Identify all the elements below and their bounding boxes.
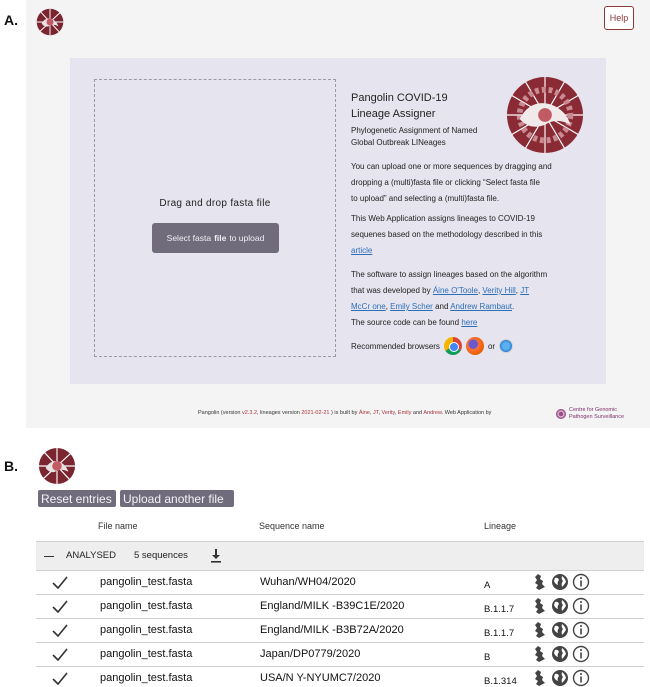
row-sequence-name: England/MILK -B3B72A/2020 bbox=[260, 624, 404, 636]
firefox-icon bbox=[466, 337, 484, 355]
app-title-line2: Lineage Assigner bbox=[351, 108, 436, 120]
row-actions bbox=[530, 669, 590, 687]
author-link-verity[interactable]: Verity Hill bbox=[482, 286, 516, 295]
uk-map-icon[interactable] bbox=[530, 669, 548, 687]
info-icon[interactable] bbox=[572, 621, 590, 639]
app-subtitle-line1: Phylogenetic Assignment of Named bbox=[351, 126, 478, 135]
table-row[interactable] bbox=[36, 595, 644, 619]
instructions-line: to upload” and selecting a (multi)fasta file. bbox=[351, 194, 500, 203]
credits-line: The software to assign lineages based on the algorithm bbox=[351, 270, 548, 279]
row-lineage: B.1.1.7 bbox=[484, 628, 515, 639]
credits-prefix: that was developed by bbox=[351, 286, 431, 295]
source-code-link[interactable]: here bbox=[461, 318, 478, 327]
info-icon[interactable] bbox=[572, 573, 590, 591]
cgps-line2: Pathogen Surveillance bbox=[569, 414, 625, 420]
check-icon bbox=[52, 672, 68, 686]
row-sequence-name: Japan/DP0779/2020 bbox=[260, 648, 361, 660]
footer-and: and bbox=[412, 410, 423, 416]
cgps-line1: Centre for Genomic bbox=[569, 407, 617, 413]
credits-line-authors: that was developed by Áine O'Toole, Verity Hill, JT bbox=[351, 286, 530, 295]
check-icon bbox=[52, 576, 68, 590]
download-icon[interactable] bbox=[210, 549, 222, 563]
credits-line-authors2: McCr one, Emily Scher and Andrew Rambaut. bbox=[351, 302, 515, 311]
uk-map-icon[interactable] bbox=[530, 621, 548, 639]
info-icon[interactable] bbox=[572, 669, 590, 687]
uk-map-icon[interactable] bbox=[530, 573, 548, 591]
table-row[interactable] bbox=[36, 619, 644, 643]
safari-icon bbox=[499, 339, 513, 353]
column-header-file: File name bbox=[98, 521, 138, 531]
row-file-name: pangolin_test.fasta bbox=[100, 624, 193, 636]
row-lineage: A bbox=[484, 580, 491, 591]
pangolin-version: v2.3.2 bbox=[242, 410, 258, 416]
methodology-line: sequenes based on the methodology described in this bbox=[351, 230, 543, 239]
group-count: 5 sequences bbox=[134, 550, 188, 561]
credits-text bbox=[351, 267, 591, 331]
analysed-group-row[interactable] bbox=[36, 541, 644, 571]
footer-post: ) is built by bbox=[331, 410, 358, 416]
row-lineage: B bbox=[484, 652, 491, 663]
column-header-sequence: Sequence name bbox=[259, 521, 325, 531]
info-icon[interactable] bbox=[572, 645, 590, 663]
author-link-aine[interactable]: Áine O'Toole bbox=[432, 286, 478, 295]
info-icon[interactable] bbox=[572, 597, 590, 615]
fasta-drop-zone[interactable] bbox=[94, 79, 336, 357]
instructions-line: You can upload one or more sequences by dragging and bbox=[351, 162, 552, 171]
app-title-line1: Pangolin COVID-19 bbox=[351, 92, 448, 104]
row-actions bbox=[530, 573, 590, 591]
row-file-name: pangolin_test.fasta bbox=[100, 576, 193, 588]
row-sequence-name: USA/N Y-NYUMC7/2020 bbox=[260, 672, 381, 684]
author-link-jt[interactable]: JT bbox=[520, 286, 530, 295]
footer-tail: . Web Application by bbox=[441, 410, 492, 416]
row-actions bbox=[530, 597, 590, 615]
check-icon bbox=[52, 624, 68, 638]
globe-icon[interactable] bbox=[551, 645, 569, 663]
footer-name: Emily bbox=[397, 410, 412, 416]
instructions-line: dropping a (multi)fasta file or clicking “Select fasta file bbox=[351, 178, 540, 187]
footer-name: Áine bbox=[358, 410, 370, 416]
select-button-text-pre: Select fasta bbox=[166, 233, 212, 243]
methodology-text bbox=[351, 211, 591, 259]
row-file-name: pangolin_test.fasta bbox=[100, 672, 193, 684]
footer-name: JT bbox=[372, 410, 379, 416]
table-row[interactable] bbox=[36, 643, 644, 667]
table-row[interactable] bbox=[36, 667, 644, 687]
globe-icon[interactable] bbox=[551, 573, 569, 591]
footer-name: Andrew bbox=[423, 410, 442, 416]
cgps-icon bbox=[556, 409, 566, 419]
uk-map-icon[interactable] bbox=[530, 645, 548, 663]
row-lineage: B.1.1.7 bbox=[484, 604, 515, 615]
column-header-lineage: Lineage bbox=[484, 521, 517, 531]
select-fasta-file-button[interactable] bbox=[152, 223, 279, 253]
select-button-text-post: to upload bbox=[229, 233, 265, 243]
select-button-text-bold: file bbox=[214, 233, 227, 243]
help-button[interactable]: Help bbox=[604, 6, 634, 30]
cgps-logo[interactable] bbox=[556, 407, 624, 421]
row-sequence-name: England/MILK -B39C1E/2020 bbox=[260, 600, 405, 612]
group-status: ANALYSED bbox=[66, 550, 116, 561]
panel-a-label: A. bbox=[4, 12, 18, 28]
table-row[interactable] bbox=[36, 571, 644, 595]
footer-pre: Pangolin (version bbox=[198, 410, 241, 416]
row-file-name: pangolin_test.fasta bbox=[100, 600, 193, 612]
globe-icon[interactable] bbox=[551, 597, 569, 615]
check-icon bbox=[52, 648, 68, 662]
author-link-emily[interactable]: Emily Scher bbox=[390, 302, 433, 311]
browsers-or: or bbox=[487, 341, 496, 351]
lineages-version: 2021-02-21 bbox=[301, 410, 330, 416]
row-actions bbox=[530, 621, 590, 639]
row-actions bbox=[530, 645, 590, 663]
pangolin-logo-results bbox=[38, 447, 76, 485]
drop-zone-text: Drag and drop fasta file bbox=[159, 198, 271, 209]
version-footer: Pangolin (version v2.3.2, lineages version 2021-02-21 ) is built by Áine, JT, Verity, Emily and Andrew. Web Application by bbox=[198, 410, 492, 416]
panel-b-label: B. bbox=[4, 458, 18, 474]
row-lineage: B.1.314 bbox=[484, 676, 517, 687]
check-icon bbox=[52, 600, 68, 614]
recommended-browsers bbox=[351, 337, 513, 355]
pangolin-logo-large bbox=[506, 76, 584, 154]
uk-map-icon[interactable] bbox=[530, 597, 548, 615]
upload-another-file-button[interactable]: Upload another file bbox=[120, 490, 234, 507]
collapse-minus-icon[interactable] bbox=[44, 556, 54, 557]
reset-entries-button[interactable]: Reset entries bbox=[38, 490, 116, 507]
globe-icon[interactable] bbox=[551, 669, 569, 687]
globe-icon[interactable] bbox=[551, 621, 569, 639]
pangolin-logo-small bbox=[36, 8, 64, 36]
article-link[interactable]: article bbox=[351, 246, 373, 255]
footer-name: Verity bbox=[381, 410, 395, 416]
credits-and: and bbox=[435, 302, 449, 311]
browsers-label: Recommended browsers bbox=[351, 341, 440, 351]
chrome-icon bbox=[444, 337, 462, 355]
author-link-jt-cont[interactable]: McCr one bbox=[351, 302, 386, 311]
source-code-text: The source code can be found bbox=[351, 318, 460, 327]
row-file-name: pangolin_test.fasta bbox=[100, 648, 193, 660]
upload-instructions bbox=[351, 159, 591, 207]
methodology-line: This Web Application assigns lineages to COVID-19 bbox=[351, 214, 535, 223]
footer-mid: , lineages version bbox=[257, 410, 300, 416]
app-subtitle-line2: Global Outbreak LINeages bbox=[351, 138, 446, 147]
row-sequence-name: Wuhan/WH04/2020 bbox=[260, 576, 356, 588]
author-link-andrew[interactable]: Andrew Rambaut bbox=[450, 302, 513, 311]
